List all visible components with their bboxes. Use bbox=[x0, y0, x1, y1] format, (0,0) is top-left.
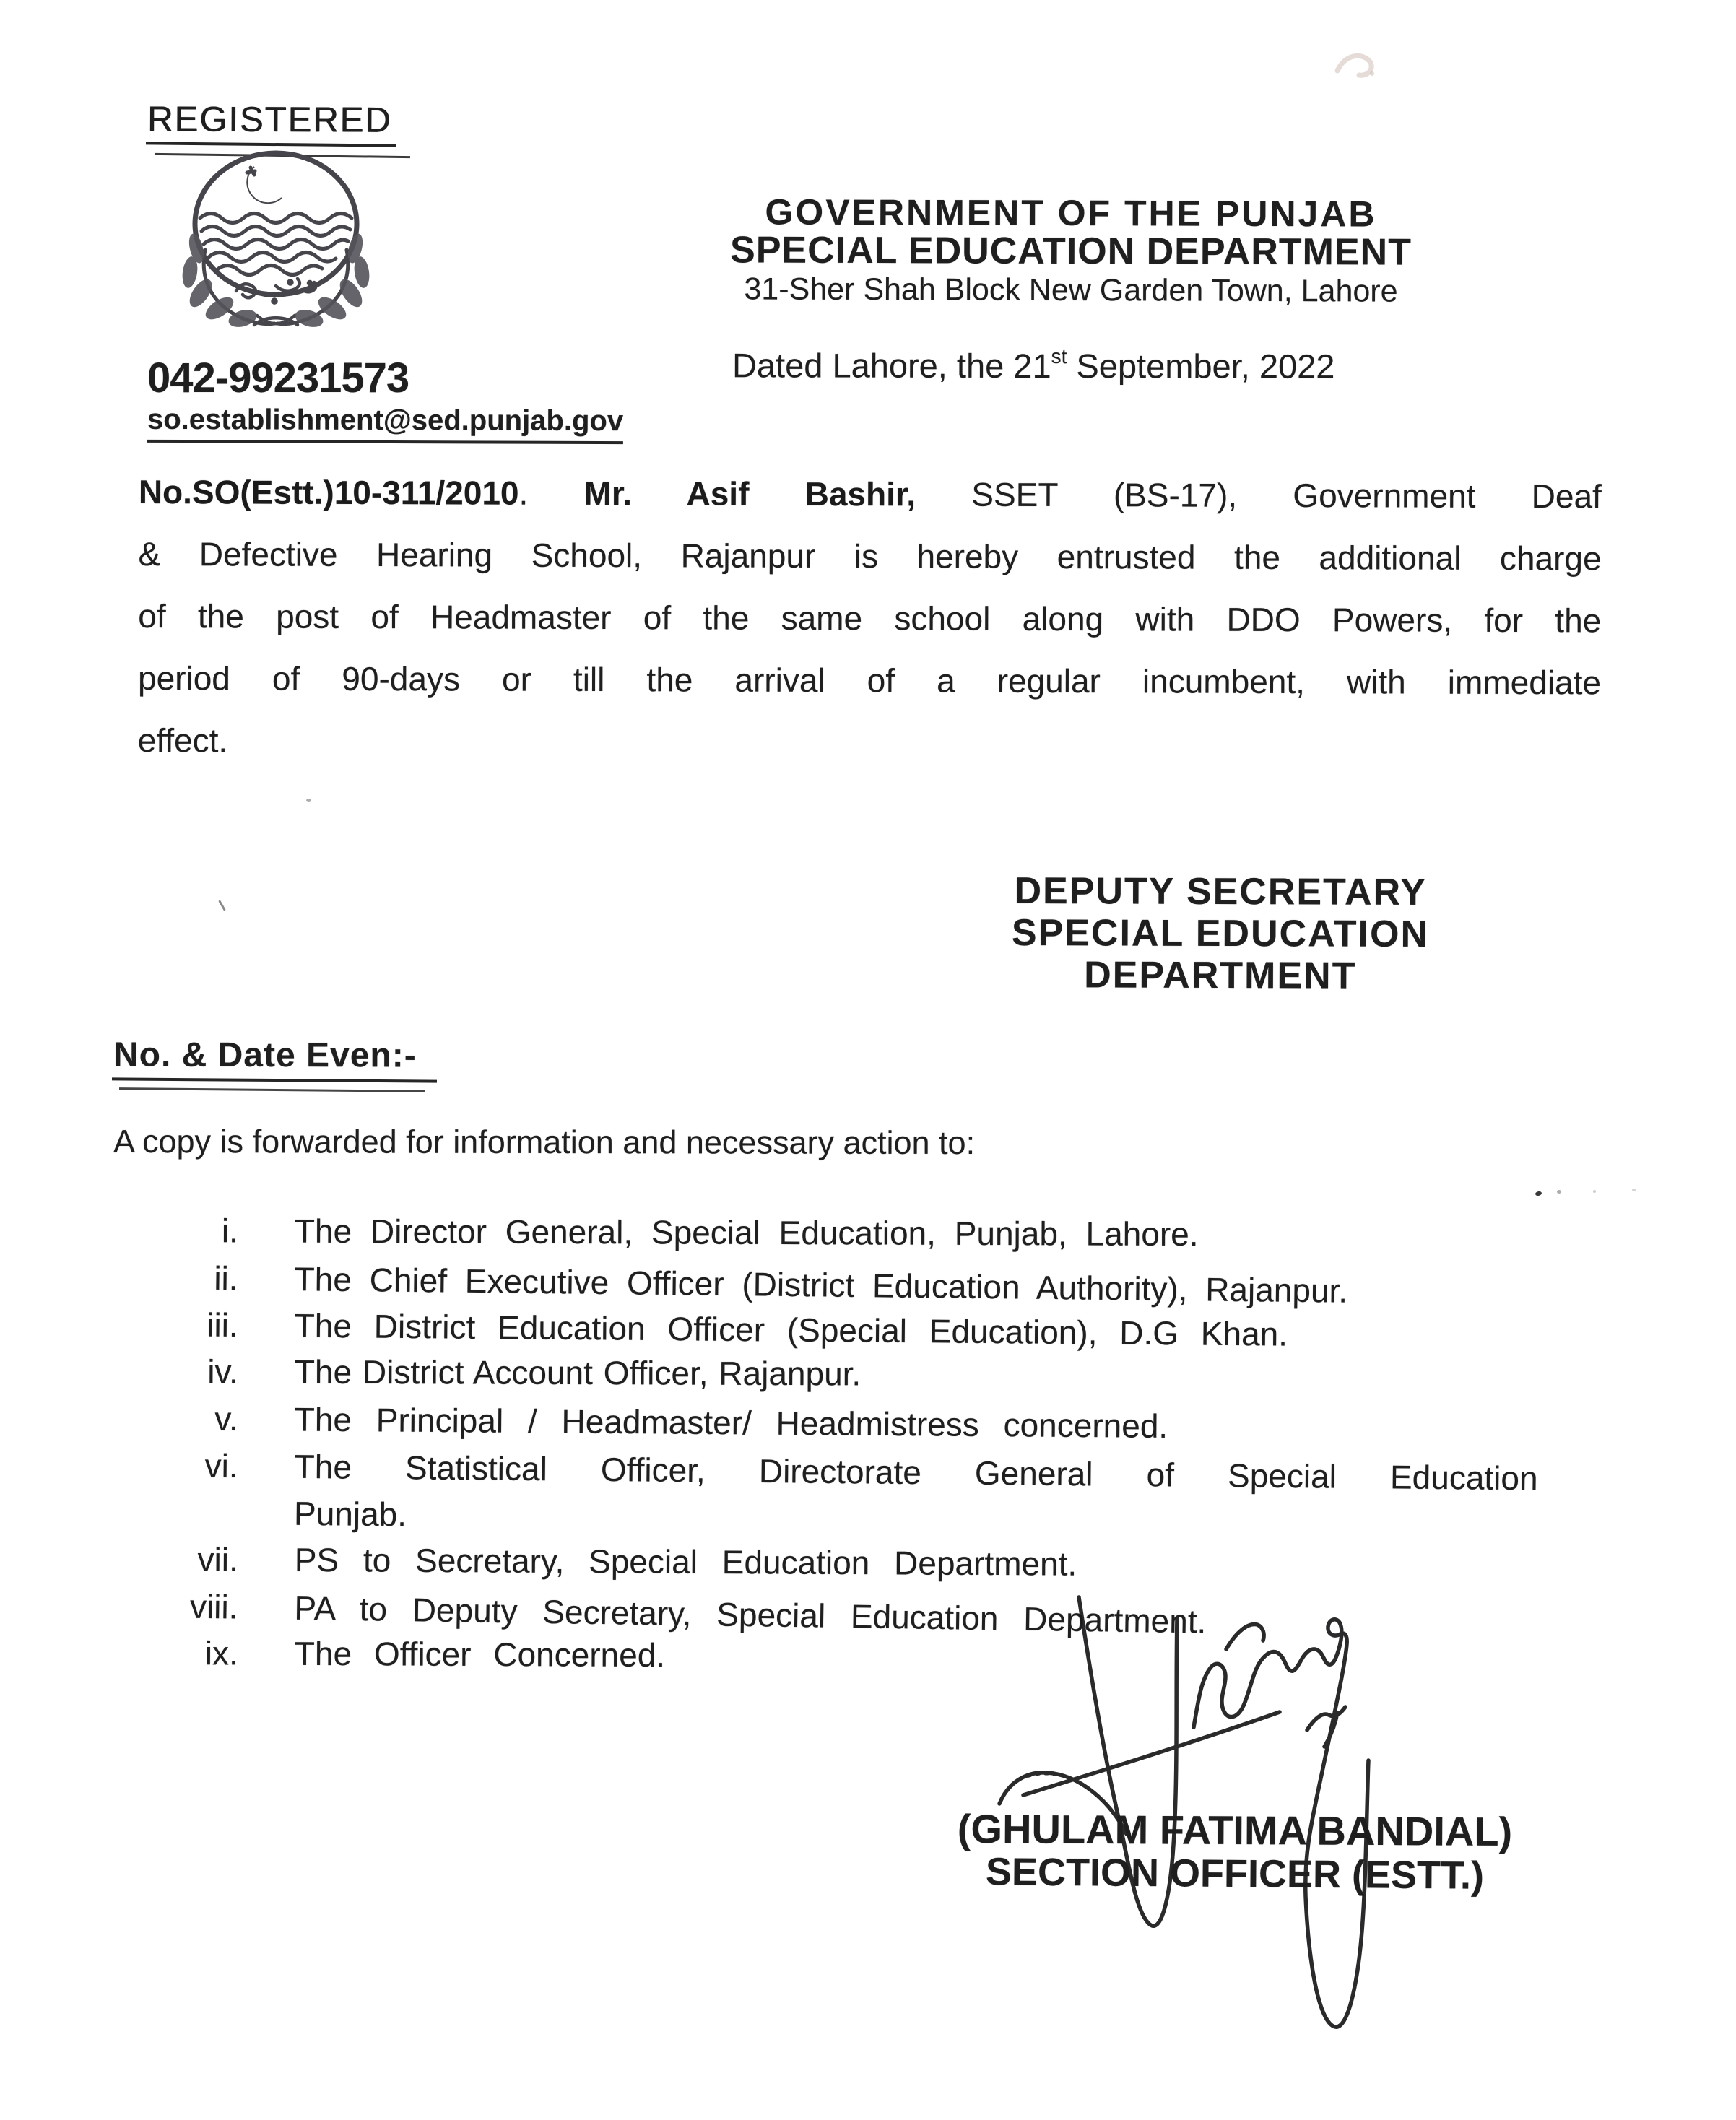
scan-speck bbox=[1557, 1190, 1561, 1194]
list-numeral: iii. bbox=[207, 1306, 238, 1344]
list-numeral: viii. bbox=[189, 1587, 238, 1626]
signatory-top-line3: DEPARTMENT bbox=[1084, 954, 1357, 997]
list-item bbox=[158, 1442, 1540, 1549]
signatory-top-line1: DEPUTY SECRETARY bbox=[1014, 870, 1427, 913]
officer-name: Mr. Asif Bashir, bbox=[583, 474, 916, 513]
org-name-line1: GOVERNMENT OF THE PUNJAB bbox=[765, 191, 1377, 235]
list-text: PS to Secretary, Special Education Department. bbox=[294, 1540, 1077, 1583]
signatory-top-line2: SPECIAL EDUCATION bbox=[1011, 911, 1430, 956]
order-paragraph-line4: period of 90-days or till the arrival of a regular incumbent, with immediate bbox=[137, 659, 1602, 702]
org-address: 31-Sher Shah Block New Garden Town, Lahore bbox=[744, 271, 1398, 309]
list-text: The Officer Concerned. bbox=[294, 1634, 666, 1674]
scan-speck bbox=[306, 799, 311, 802]
list-numeral: vii. bbox=[197, 1540, 238, 1578]
list-text: PA to Deputy Secretary, Special Education Department. bbox=[294, 1589, 1207, 1641]
list-text-line2: Punjab. bbox=[293, 1494, 407, 1534]
punjab-crest-logo bbox=[168, 143, 384, 331]
order-paragraph-line3: of the post of Headmaster of the same school along with DDO Powers, for the bbox=[138, 596, 1602, 640]
registered-label: REGISTERED bbox=[147, 100, 392, 140]
list-text-line1: The Statistical Officer, Directorate General of Special Education bbox=[294, 1447, 1538, 1498]
signatory-name: (GHULAM FATIMA BANDIAL) bbox=[957, 1805, 1513, 1855]
list-numeral: ii. bbox=[214, 1259, 238, 1298]
scan-smudge bbox=[1329, 45, 1386, 85]
date-prefix: Dated Lahore, the 21 bbox=[732, 346, 1051, 386]
list-item bbox=[159, 1348, 1540, 1400]
reference-separator: . bbox=[518, 474, 584, 512]
list-text: The Chief Executive Officer (District Education Authority), Rajanpur. bbox=[294, 1260, 1348, 1310]
list-text bbox=[294, 1443, 1538, 1550]
date-ordinal: st bbox=[1051, 345, 1067, 368]
date-suffix: September, 2022 bbox=[1067, 347, 1335, 386]
email-address: so.establishment@sed.punjab.gov bbox=[147, 404, 623, 444]
list-text: The Principal / Headmaster/ Headmistress concerned. bbox=[294, 1400, 1168, 1445]
scan-speck bbox=[1632, 1189, 1636, 1191]
reference-number: No.SO(Estt.)10-311/2010 bbox=[138, 472, 519, 512]
even-heading-underline-2 bbox=[119, 1087, 425, 1092]
list-item bbox=[159, 1207, 1540, 1259]
scan-speck bbox=[1535, 1191, 1542, 1196]
list-numeral: vi. bbox=[204, 1446, 238, 1485]
list-text: The Director General, Special Education, Punjab, Lahore. bbox=[294, 1212, 1199, 1254]
order-paragraph bbox=[138, 461, 1602, 776]
date-line bbox=[732, 344, 1335, 386]
phone-number: 042-99231573 bbox=[147, 355, 409, 401]
even-heading-underline-1 bbox=[112, 1077, 437, 1082]
list-text: The District Education Officer (Special Education), D.G Khan. bbox=[294, 1306, 1288, 1353]
scan-speck bbox=[1593, 1190, 1596, 1193]
order-paragraph-line5: effect. bbox=[137, 721, 228, 760]
order-paragraph-line1 bbox=[139, 461, 1602, 527]
order-paragraph-line2: & Defective Hearing School, Rajanpur is hereby entrusted the additional charge bbox=[138, 534, 1602, 578]
scan-speck bbox=[218, 900, 226, 911]
signatory-bottom-block bbox=[939, 1805, 1531, 1898]
list-numeral: ix. bbox=[204, 1634, 238, 1672]
org-name-line2: SPECIAL EDUCATION DEPARTMENT bbox=[729, 229, 1412, 274]
signatory-top-block bbox=[960, 870, 1481, 998]
copy-forward-line: A copy is forwarded for information and necessary action to: bbox=[113, 1122, 976, 1162]
list-text: The District Account Officer, Rajanpur. bbox=[294, 1352, 862, 1393]
list-numeral: v. bbox=[214, 1399, 238, 1438]
signatory-title: SECTION OFFICER (ESTT.) bbox=[985, 1850, 1485, 1898]
even-number-heading: No. & Date Even:- bbox=[113, 1035, 417, 1075]
list-numeral: iv. bbox=[207, 1352, 238, 1391]
order-line1-rest: SSET (BS-17), Government Deaf bbox=[916, 475, 1602, 516]
list-numeral: i. bbox=[221, 1212, 238, 1250]
